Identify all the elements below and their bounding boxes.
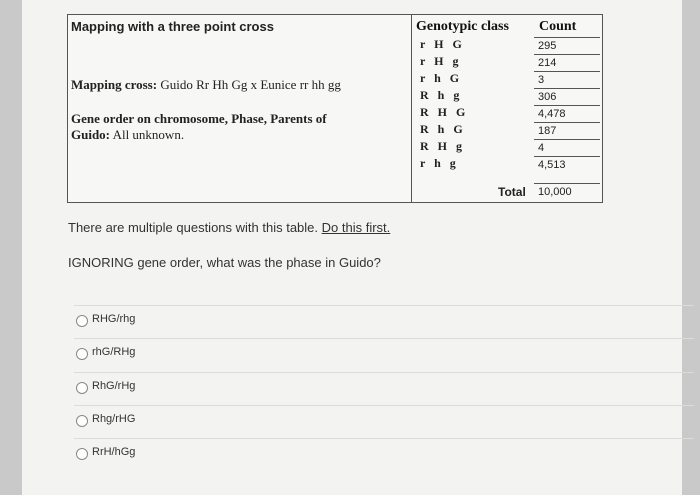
gene-order-label: Gene order on chromosome, Phase, Parents of (71, 111, 327, 126)
count-cell: 214 (534, 54, 600, 70)
radio-button[interactable] (76, 415, 88, 427)
count-cell: 3 (534, 71, 600, 87)
answer-option-2[interactable] (74, 338, 694, 369)
genotype-column (412, 15, 533, 202)
answer-option-5[interactable] (74, 438, 694, 469)
answer-option-label: rhG/RHg (92, 346, 136, 358)
genotype-cell: R H G (420, 105, 469, 119)
count-cell: 306 (534, 88, 600, 104)
mapping-cross-text: Guido Rr Hh Gg x Eunice rr hh gg (160, 77, 341, 92)
answer-option-label: RHG/rhg (92, 313, 136, 325)
question-intro-emphasis: Do this first. (321, 220, 391, 235)
answer-option-4[interactable] (74, 405, 694, 436)
table-title: Mapping with a three point cross (71, 19, 274, 34)
count-cell: 4,478 (534, 105, 600, 121)
genotype-cell: R h g (420, 88, 463, 102)
answer-option-label: RhG/rHg (92, 380, 136, 392)
answer-option-label: Rhg/rHG (92, 413, 136, 425)
answer-option-label: RrH/hGg (92, 446, 136, 458)
count-cell: 4,513 (534, 156, 600, 172)
count-cell: 187 (534, 122, 600, 138)
gene-order (71, 111, 401, 143)
count-cell: 295 (534, 37, 600, 53)
radio-button[interactable] (76, 315, 88, 327)
genotype-cell: r H G (420, 37, 465, 51)
radio-button[interactable] (76, 448, 88, 460)
question-intro-text: There are multiple questions with this table. (68, 220, 322, 235)
gene-order-value: All unknown. (112, 127, 185, 142)
answer-option-3[interactable] (74, 372, 694, 403)
genotype-cell: r h g (420, 156, 459, 170)
genotype-cell: R h G (420, 122, 466, 136)
total-label: Total (498, 185, 526, 199)
count-column (534, 15, 602, 202)
genotype-cell: r h G (420, 71, 463, 85)
table-description (68, 15, 412, 202)
genotype-header: Genotypic class (416, 19, 509, 34)
count-cell: 4 (534, 139, 600, 155)
question-intro (68, 220, 390, 235)
mapping-cross (71, 77, 341, 93)
genotype-cell: r H g (420, 54, 462, 68)
genotype-cell: R H g (420, 139, 465, 153)
radio-button[interactable] (76, 348, 88, 360)
answer-option-1[interactable] (74, 305, 694, 336)
genetics-table (67, 14, 603, 203)
gene-order-label-2: Guido: (71, 127, 111, 142)
mapping-cross-label: Mapping cross: (71, 77, 158, 92)
question-prompt: IGNORING gene order, what was the phase in Guido? (68, 255, 381, 270)
count-header: Count (539, 19, 577, 34)
total-count-cell: 10,000 (534, 183, 600, 201)
radio-button[interactable] (76, 382, 88, 394)
